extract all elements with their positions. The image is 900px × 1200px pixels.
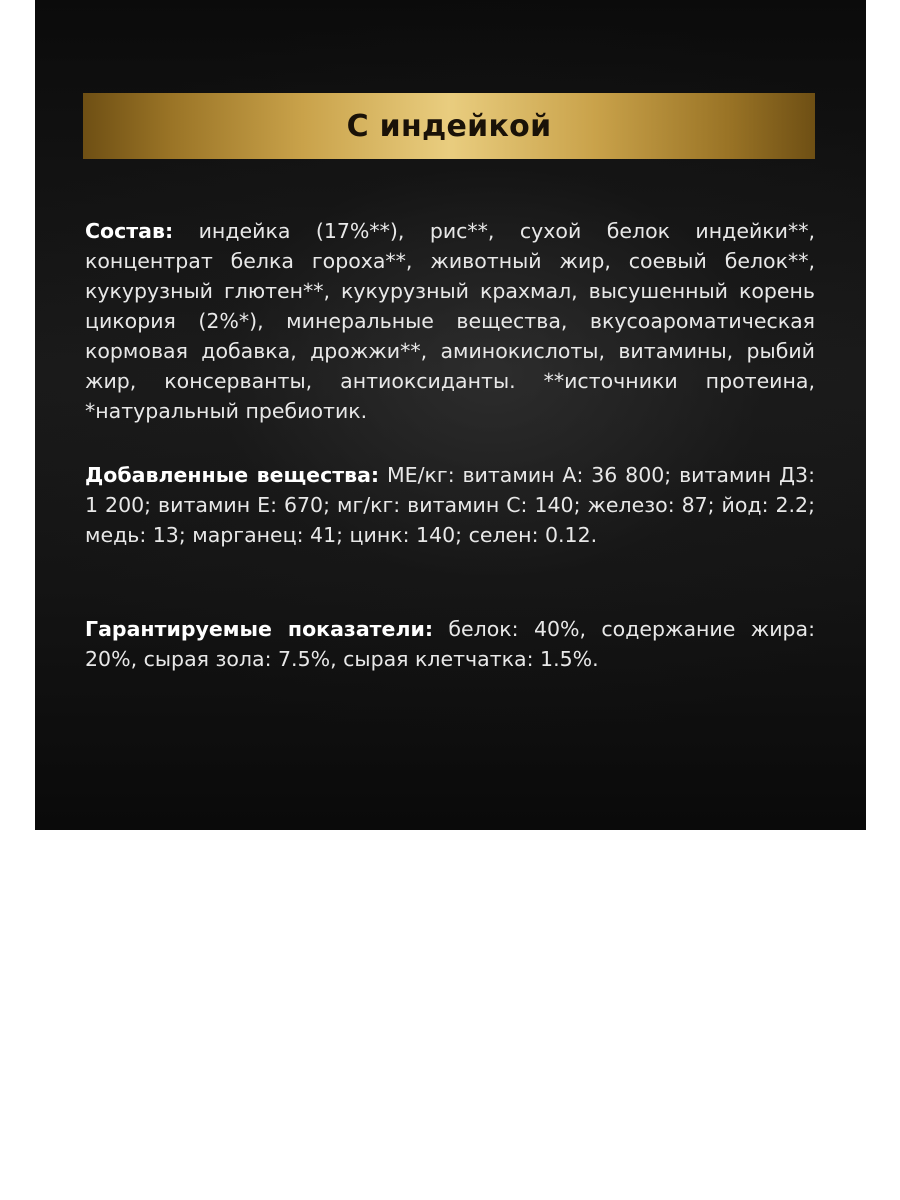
composition-text: индейка (17%**), рис**, сухой белок индейки**, концентрат белка гороха**, животный жир, соевый белок**, кукурузный глютен**, кукурузный крахмал, высушенный корень цикория (2%*), минеральные вещества, вкусоароматическая кормовая добавка, дрожжи**, аминокислоты, витамины, рыбий жир, консерванты, антиоксиданты. **источники протеина, *натуральный пребиотик.: [85, 219, 815, 423]
additives-text: МЕ/кг: витамин А: 36 800; витамин Д3: 1 200; витамин Е: 670; мг/кг: витамин С: 140; железо: 87; йод: 2.2; медь: 13; марганец: 41; цинк: 140; селен: 0.12.: [85, 463, 816, 547]
product-info-panel: [35, 0, 866, 830]
additives-label: Добавленные вещества:: [85, 463, 380, 487]
composition-paragraph: [85, 216, 815, 426]
product-title: С индейкой: [346, 108, 552, 144]
guaranteed-label: Гарантируемые показатели:: [85, 617, 434, 641]
guaranteed-text: белок: 40%, содержание жира: 20%, сырая зола: 7.5%, сырая клетчатка: 1.5%.: [85, 617, 815, 671]
title-banner: [83, 93, 815, 159]
composition-label: Состав:: [85, 219, 174, 243]
guaranteed-paragraph: [85, 614, 815, 674]
additives-paragraph: [85, 460, 815, 550]
